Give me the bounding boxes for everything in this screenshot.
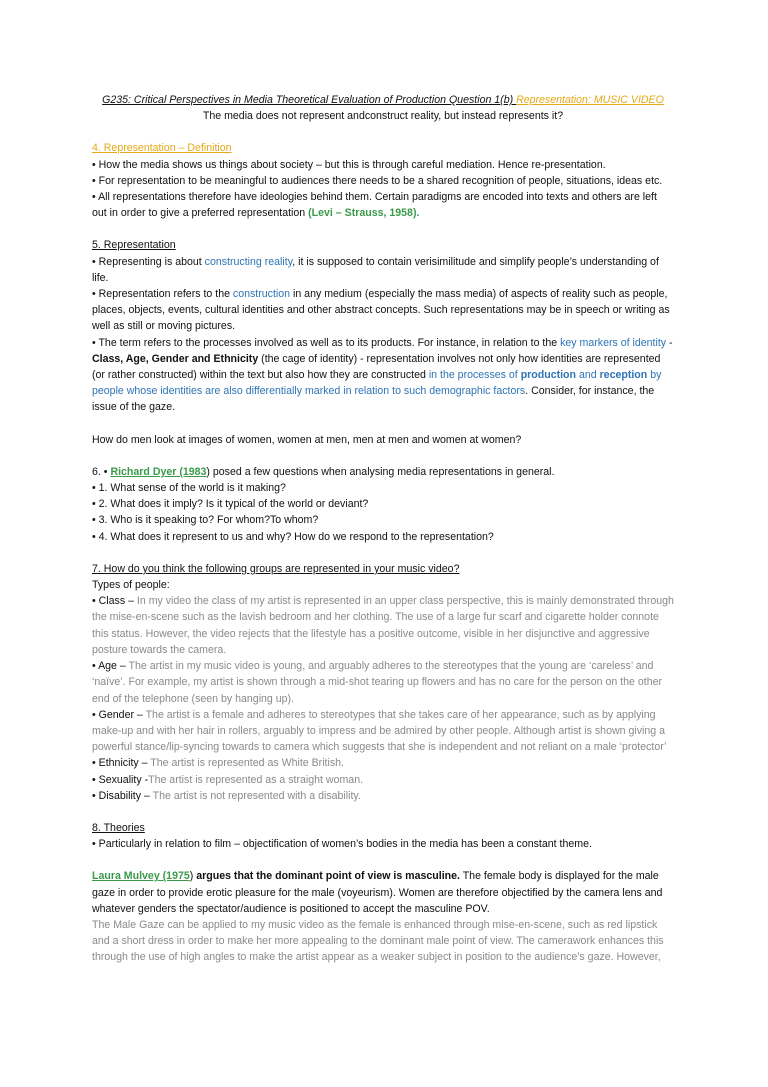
age-text: The artist in my music video is young, and arguably adheres to the stereotypes that the young are ‘careless’ and ‘naïve’. For example, my artist is shown through a mid-shot tearing up flowers and has no care for the person on the other end of the telephone (seen by hanging up). <box>92 660 663 705</box>
disability-text: The artist is not represented with a disability. <box>152 789 361 802</box>
s7-disability <box>92 788 674 804</box>
sexuality-text: The artist is represented as a straight woman. <box>148 773 364 786</box>
document-page <box>92 92 674 966</box>
s6-question-1: • 1. What sense of the world is it making? <box>92 482 286 495</box>
s4-b3-citation: (Levi – Strauss, 1958). <box>308 207 420 220</box>
s7-class <box>92 593 674 658</box>
s5-b1-highlight: constructing reality <box>204 255 293 268</box>
gaze-question: How do men look at images of women, women at men, men at men and women at women? <box>92 433 522 446</box>
s7-sexuality <box>92 772 674 788</box>
s4-b3-text: • All representations therefore have ideologies behind them. Certain paradigms are encoded into texts and others are left out in order to give a preferred representation <box>92 191 657 220</box>
age-label: • Age – <box>92 660 129 673</box>
s5-b2-highlight: construction <box>232 288 291 301</box>
s5-b3-production: production <box>520 369 576 382</box>
s5-b1-rest: , it is supposed to contain verisimilitude and simplify people’s understanding of life. <box>92 255 659 284</box>
mulvey-paren: ) <box>189 870 197 883</box>
class-label: • Class – <box>92 595 137 608</box>
gender-text: The artist is a female and adheres to stereotypes that she takes care of her appearance, such as by applying make-up and with her hair in rollers, arguably to impress and be admired by other people. Although artist is shown giving a powerful stance/lip-syncing towards to camera which suggests that she is independent and not reliant on a male ‘protector’ <box>92 708 667 754</box>
s7-gender <box>92 707 674 756</box>
male-gaze-paragraph: The Male Gaze can be applied to my music video as the female is enhanced through mise-en-scene, such as red lipstick and a short dress in order to make her more appealing to the dominant male point of view. The camerawork enhances this through the use of high angles to make the artist appear as a weaker subject in position to the audience’s gaze. However, <box>92 918 664 964</box>
s4-bullet-3 <box>92 189 674 221</box>
s5-bullet-2 <box>92 286 674 335</box>
header-title: G235: Critical Perspectives in Media Theoretical Evaluation of Production Question 1(b) <box>102 94 517 106</box>
s7-types: Types of people: <box>92 579 170 592</box>
s6-number: 6. • <box>92 465 111 478</box>
sexuality-label: • Sexuality - <box>92 773 149 786</box>
s5-b1-text: • Representing is about <box>92 255 205 268</box>
header-accent: Representation: MUSIC VIDEO <box>516 94 664 106</box>
s5-b3-text: • The term refers to the processes involved as well as to its products. For instance, in relation to the <box>92 336 561 349</box>
s7-ethnicity <box>92 755 674 771</box>
s7-age <box>92 658 674 707</box>
section-4-title: 4. Representation – Definition <box>92 142 232 155</box>
s6-dyer-citation: Richard Dyer (1983 <box>110 465 207 478</box>
s5-b2-text: • Representation refers to the <box>92 288 233 301</box>
s5-bullet-3 <box>92 335 674 416</box>
s5-b3-mid: (the cage of identity) - representation involves not only how identities are represented (or rather constructed) within the text but also how they are constructed <box>92 352 661 382</box>
mulvey-paragraph <box>92 868 674 917</box>
s4-bullet-1: • How the media shows us things about society – but this is through careful mediation. Hence re-presentation. <box>92 158 606 171</box>
s6-question-2: • 2. What does it imply? Is it typical of the world or deviant? <box>92 498 369 511</box>
s5-b3-dash: - <box>666 336 673 349</box>
mulvey-thesis: argues that the dominant point of view is masculine. <box>196 870 460 883</box>
s6-intro <box>92 464 674 480</box>
disability-label: • Disability – <box>92 789 153 802</box>
document-header <box>92 92 674 108</box>
s6-question-3: • 3. Who is it speaking to? For whom?To whom? <box>92 514 319 527</box>
s5-b3-reception: reception <box>599 369 648 382</box>
s6-intro-text: ) posed a few questions when analysing media representations in general. <box>206 465 555 478</box>
section-5-title: 5. Representation <box>92 239 176 252</box>
s5-b3-key-markers: key markers of identity <box>560 336 667 349</box>
section-7-title: 7. How do you think the following groups are represented in your music video? <box>92 562 460 575</box>
s5-b3-people: by people whose identities are also differentially marked in relation to such demographic factors <box>92 369 662 398</box>
header-subtitle: The media does not represent andconstruct reality, but instead represents it? <box>202 110 564 123</box>
class-text: In my video the class of my artist is represented in an upper class perspective, this is mainly demonstrated through the mise-en-scene such as the lavish bedroom and her clothing. The use of a large fur scarf and cigarette holder connote this status. However, the video rejects that the lifestyle has a positive outcome, visible in her disjunctive and aggressive posture towards the camera. <box>92 595 674 656</box>
s5-b3-processes: in the processes of <box>428 369 521 382</box>
section-8-title: 8. Theories <box>92 821 145 834</box>
s8-bullet-1: • Particularly in relation to film – objectification of women’s bodies in the media has been a constant theme. <box>92 838 592 851</box>
s5-b2-rest: in any medium (especially the mass media) of aspects of reality such as people, places, objects, events, cultural identities and other abstract concepts. Such representations may be in speech or writing as well as still or moving pictures. <box>92 288 670 333</box>
s4-bullet-2: • For representation to be meaningful to audiences there needs to be a shared recognition of people, situations, ideas etc. <box>92 174 663 187</box>
mulvey-text: The female body is displayed for the male gaze in order to provide erotic pleasure for the male (voyeurism). Women are therefore objectified by the camera lens and whatever genders the spectator/audience is positioned to accept the masculine POV. <box>92 870 663 915</box>
ethnicity-label: • Ethnicity – <box>92 757 151 770</box>
s5-b3-end: . Consider, for instance, the issue of the gaze. <box>92 385 655 414</box>
s5-b3-and: and <box>576 369 600 382</box>
s6-question-4: • 4. What does it represent to us and why? How do we respond to the representation? <box>92 530 494 543</box>
mulvey-citation: Laura Mulvey (1975 <box>92 870 190 883</box>
s5-b3-identity: Class, Age, Gender and Ethnicity <box>92 352 259 365</box>
ethnicity-text: The artist is represented as White British. <box>150 757 344 770</box>
s5-bullet-1 <box>92 254 674 286</box>
gender-label: • Gender – <box>92 708 146 721</box>
